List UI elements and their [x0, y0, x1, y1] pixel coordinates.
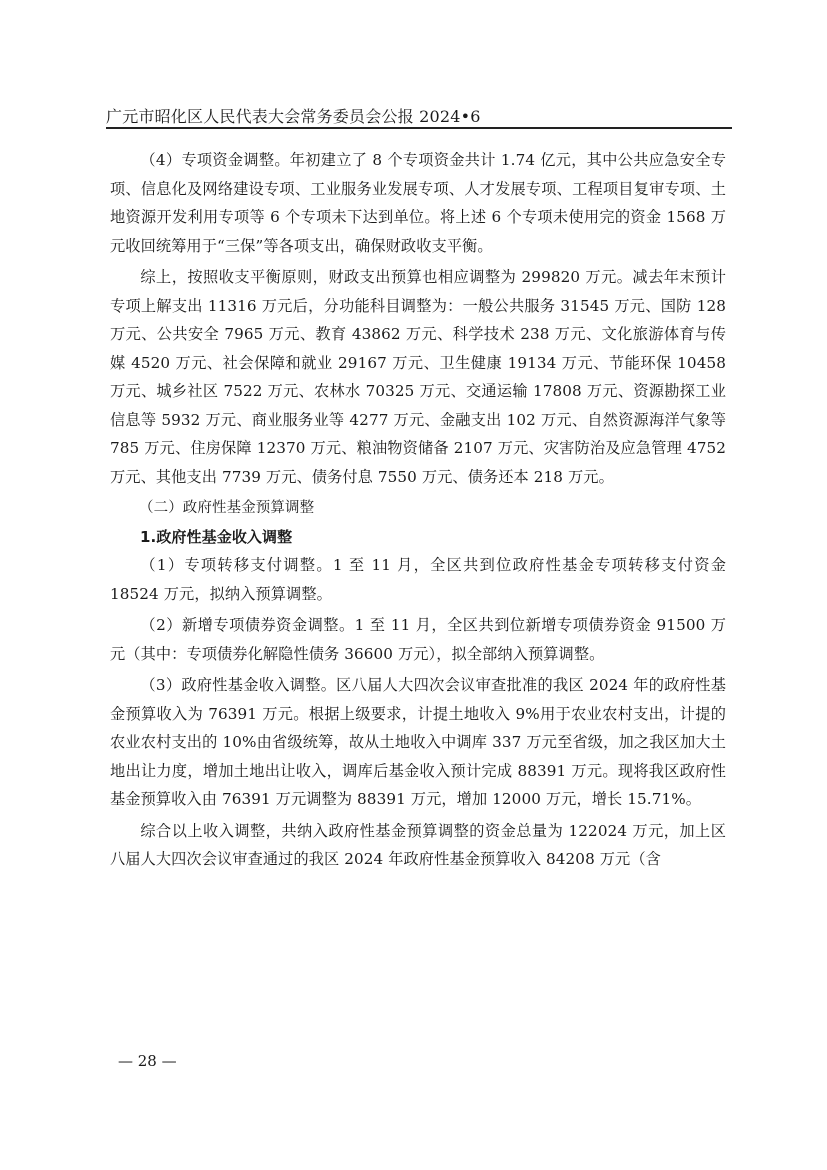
paragraph-transfer-payment: （1）专项转移支付调整。1 至 11 月，全区共到位政府性基金专项转移支付资金 18524 万元，拟纳入预算调整。 [110, 556, 726, 603]
page-header: 广元市昭化区人民代表大会常务委员会公报 2024•6 [106, 107, 481, 126]
paragraph-expenditure-summary: 综上，按照收支平衡原则，财政支出预算也相应调整为 299820 万元。减去年末预计专项上解支出 11316 万元后，分功能科目调整为：一般公共服务 31545 万元、国防 128 万元、公共安全 7965 万元、教育 43862 万元、科学技术 238 万元、文化旅游体育与传媒 4520 万元、社会保障和就业 29167 万元、卫生健康 19134 万元、节能环保 10458 万元、城乡社区 7522 万元、农林水 70325 万元、交通运输 17808 万元、资源勘探工业信息等 5932 万元、商业服务业等 4277 万元、金融支出 102 万元、自然资源海洋气象等 785 万元、住房保障 12370 万元、粮油物资储备 2107 万元、灾害防治及应急管理 4752 万元、其他支出 7739 万元、债务付息 7550 万元、债务还本 218 万元。 [110, 268, 726, 486]
page-number: — 28 — [118, 1052, 177, 1070]
section-heading-fund-budget: （二）政府性基金预算调整 [139, 500, 315, 516]
header-divider [106, 127, 732, 129]
paragraph-special-bonds: （2）新增专项债券资金调整。1 至 11 月，全区共到位新增专项债券资金 91500 万元（其中：专项债券化解隐性债务 36600 万元），拟全部纳入预算调整。 [110, 616, 726, 663]
paragraph-fund-revenue-adjustment: （3）政府性基金收入调整。区八届人大四次会议审查批准的我区 2024 年的政府性基金预算收入为 76391 万元。根据上级要求，计提土地收入 9%用于农业农村支出，计提的农业农村支出的 10%由省级统筹，故从土地收入中调库 337 万元至省级，加之我区加大土地出让力度，增加土地出让收入，调库后基金收入预计完成 88391 万元。现将我区政府性基金预算收入由 76391 万元调整为 88391 万元，增加 12000 万元，增长 15.71%。 [110, 676, 726, 808]
subsection-heading-fund-revenue: 1.政府性基金收入调整 [140, 527, 293, 546]
document-body [110, 146, 726, 874]
paragraph-special-funds: （4）专项资金调整。年初建立了 8 个专项资金共计 1.74 亿元，其中公共应急安全专项、信息化及网络建设专项、工业服务业发展专项、人才发展专项、工程项目复审专项、土地资源开发利用专项等 6 个专项未下达到单位。将上述 6 个专项未使用完的资金 1568 万元收回统筹用于“三保”等各项支出，确保财政收支平衡。 [110, 151, 726, 255]
paragraph-revenue-total: 综合以上收入调整，共纳入政府性基金预算调整的资金总量为 122024 万元，加上区八届人大四次会议审查通过的我区 2024 年政府性基金预算收入 84208 万元（含 [110, 821, 726, 868]
